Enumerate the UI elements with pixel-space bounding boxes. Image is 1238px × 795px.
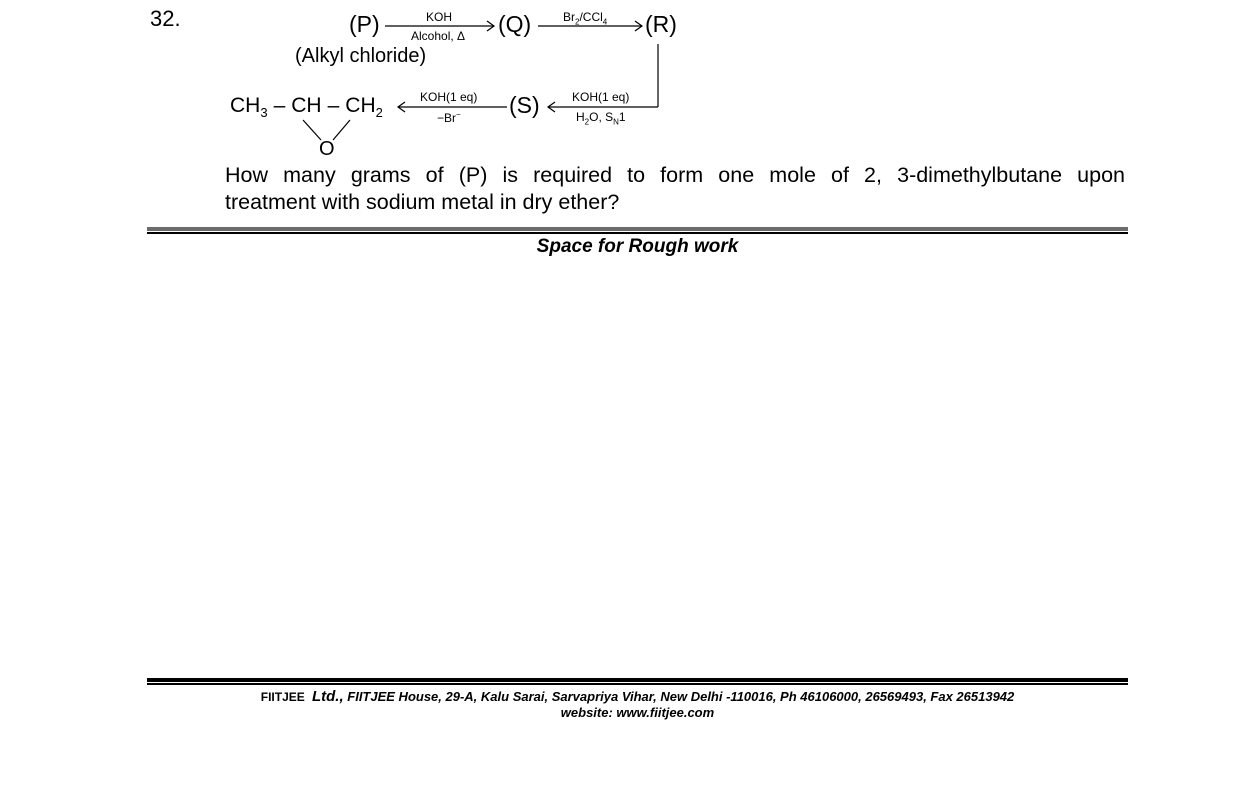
product-ch3: CH [230, 94, 261, 117]
step3-reagent: KOH(1 eq) [572, 90, 630, 104]
compound-p: (P) [349, 11, 380, 37]
product-bond-2: – [327, 94, 340, 117]
step2-reagent-ccl-subscript: 4 [602, 17, 608, 27]
step3-condition-one: 1 [618, 110, 626, 124]
step2-reagent-ccl: /CCl [579, 10, 603, 24]
step3-condition-h: H [576, 110, 585, 124]
question-text-line-1: How many grams of (P) is required to form one mole of 2, 3-dimethylbutane upon [225, 163, 1125, 187]
step1-reagent: KOH [426, 10, 453, 24]
compound-s: (S) [509, 92, 540, 118]
footer-website: website: www.fiitjee.com [560, 705, 715, 720]
product-ch3-subscript: 3 [260, 105, 268, 121]
step4-condition-br: −Br [437, 111, 457, 125]
compound-q: (Q) [498, 11, 532, 37]
product-ch2-subscript: 2 [375, 105, 383, 121]
footer-address-line [147, 689, 1128, 705]
product-ch2: CH [345, 94, 376, 117]
step2-reagent-br: Br [563, 10, 575, 24]
footer-brand: FIITJEE [260, 690, 305, 704]
step2-reagent-br-subscript: 2 [575, 17, 580, 27]
step3-condition-n-subscript: N [613, 117, 619, 127]
step3-condition-o-s: O, S [589, 110, 614, 124]
question-text [225, 162, 1125, 216]
rough-work-heading: Space for Rough work [536, 236, 739, 257]
step2-reagent [563, 11, 607, 26]
question-number: 32. [150, 6, 181, 31]
question-text-line-2: treatment with sodium metal in dry ether? [225, 190, 620, 214]
product-epoxide-oxygen: O [319, 138, 335, 160]
footer-ltd: Ltd., [311, 688, 344, 705]
step4-reagent: KOH(1 eq) [420, 90, 478, 104]
step4-condition [437, 111, 461, 124]
footer-divider [147, 678, 1128, 685]
compound-r: (R) [645, 11, 677, 37]
step1-condition: Alcohol, Δ [411, 29, 466, 43]
product-epoxide [230, 94, 383, 120]
step4-condition-superscript: − [456, 110, 461, 119]
epoxide-bond-left [303, 120, 321, 140]
step3-condition-h-subscript: 2 [584, 117, 590, 127]
epoxide-bond-right [333, 120, 350, 140]
step3-condition [576, 111, 626, 126]
product-ch: CH [291, 94, 322, 117]
page-footer [147, 689, 1128, 721]
footer-address: FIITJEE House, 29-A, Kalu Sarai, Sarvapriya Vihar, New Delhi -110016, Ph 46106000, 26569493, Fax 26513942 [347, 689, 1015, 704]
compound-p-note: (Alkyl chloride) [295, 45, 427, 67]
product-bond-1: – [273, 94, 286, 117]
section-divider-top [147, 227, 1128, 234]
